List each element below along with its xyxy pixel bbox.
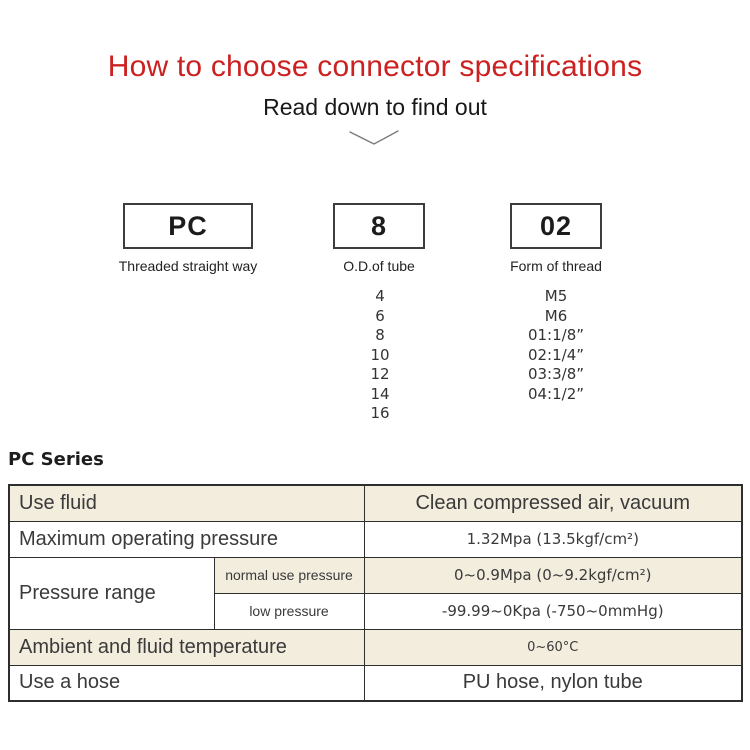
normal-pressure-value: 0~0.9Mpa (0~9.2kgf/cm²) xyxy=(364,557,742,593)
table-row xyxy=(9,557,742,593)
table-row xyxy=(9,629,742,665)
thread-form-option: 02:1/4” xyxy=(527,345,585,364)
tube-od-option: 16 xyxy=(370,404,390,422)
thread-form-option: 01:1/8” xyxy=(527,326,585,344)
code-box-series xyxy=(123,203,253,249)
thread-form-option: 04:1/2” xyxy=(527,384,585,403)
tube-od-option: 10 xyxy=(370,345,390,364)
tube-od-option: 4 xyxy=(375,287,385,305)
max-pressure-label: Maximum operating pressure xyxy=(9,521,364,557)
table-row xyxy=(9,485,742,521)
table-row xyxy=(9,521,742,557)
tube-od-option: 8 xyxy=(375,326,385,344)
low-pressure-label: low pressure xyxy=(214,593,364,629)
code-label-tube-od: O.D.of tube xyxy=(343,258,415,274)
page-title: How to choose connector specifications xyxy=(107,50,643,83)
tube-od-option: 12 xyxy=(370,365,390,383)
temperature-label: Ambient and fluid temperature xyxy=(9,629,364,665)
thread-form-option: 03:3/8” xyxy=(527,365,585,383)
chevron-down-icon xyxy=(347,129,401,147)
code-box-tube-od xyxy=(333,203,425,249)
hose-value: PU hose, nylon tube xyxy=(364,665,742,701)
code-series-value: PC xyxy=(168,210,208,241)
thread-form-option: M5 xyxy=(544,287,568,305)
code-tube-od-value: 8 xyxy=(370,210,388,241)
use-fluid-label: Use fluid xyxy=(9,485,364,521)
pressure-range-label: Pressure range xyxy=(9,557,214,629)
normal-pressure-label: normal use pressure xyxy=(214,557,364,593)
temperature-value: 0~60°C xyxy=(364,629,742,665)
tube-od-options-list xyxy=(330,287,430,424)
hose-label: Use a hose xyxy=(9,665,364,701)
tube-od-option: 6 xyxy=(375,306,385,325)
max-pressure-value: 1.32Mpa (13.5kgf/cm²) xyxy=(364,521,742,557)
code-label-series: Threaded straight way xyxy=(118,258,258,274)
tube-od-option: 14 xyxy=(370,384,390,403)
thread-form-option: M6 xyxy=(544,306,568,325)
table-row xyxy=(9,665,742,701)
code-thread-form-value: 02 xyxy=(539,210,573,241)
code-box-thread-form xyxy=(510,203,602,249)
spec-table xyxy=(8,484,743,702)
use-fluid-value: Clean compressed air, vacuum xyxy=(364,485,742,521)
series-heading: PC Series xyxy=(8,449,104,470)
thread-form-options-list xyxy=(491,287,621,404)
page-subtitle: Read down to find out xyxy=(263,94,487,120)
code-label-thread-form: Form of thread xyxy=(510,258,602,274)
low-pressure-value: -99.99~0Kpa (-750~0mmHg) xyxy=(364,593,742,629)
